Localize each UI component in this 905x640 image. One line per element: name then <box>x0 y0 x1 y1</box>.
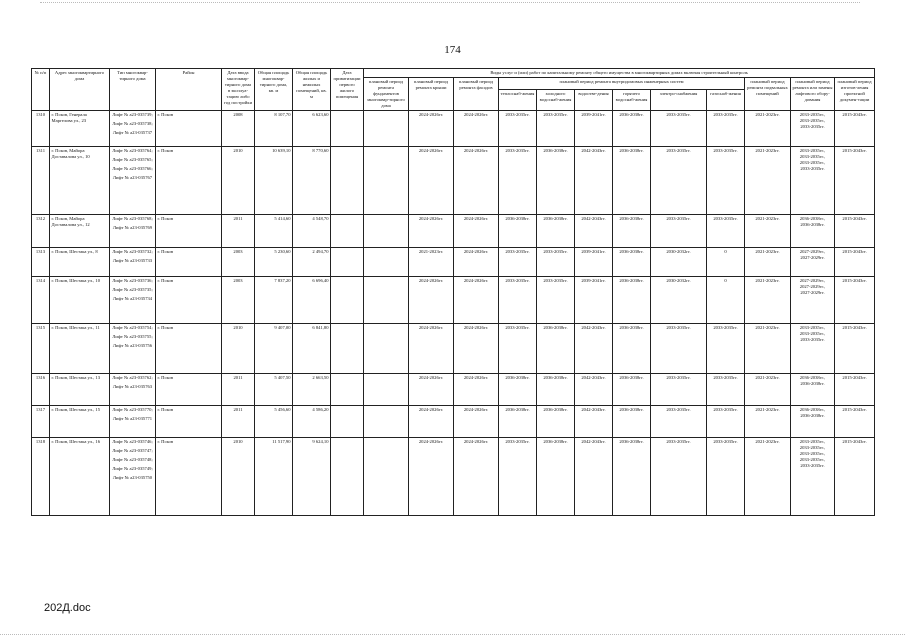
cell-living-area: 4 548,70 <box>293 215 331 248</box>
cell-roof: 2024-2026гг. <box>409 147 454 215</box>
elevator-period: 2033-2035гг. <box>800 124 825 129</box>
elevator-period: 2036-2038гг., <box>799 216 826 221</box>
cell-project: 2015-2043гг. <box>835 147 875 215</box>
cell-roof: 2024-2026гг. <box>409 324 454 374</box>
cell-project: 2015-2043гг. <box>835 215 875 248</box>
elevator-period: 2033-2035гг., <box>799 325 826 330</box>
cell-lifts <box>110 215 156 248</box>
cell-lifts <box>110 277 156 324</box>
cell-num: 1316 <box>32 374 50 406</box>
cell-basement: 2021-2023гг. <box>745 374 791 406</box>
cell-sewer: 2042-2043гг. <box>575 438 613 516</box>
cell-sewer: 2042-2043гг. <box>575 374 613 406</box>
elevator-id: Лифт № а23-035766; <box>112 166 153 171</box>
cell-lifts <box>110 438 156 516</box>
cell-address: г. Псков, Майора Доставалова ул., 10 <box>50 147 110 215</box>
cell-elevator <box>791 111 835 147</box>
cell-basement: 2021-2023гг. <box>745 406 791 438</box>
cell-address: г. Псков, Генерала Маргелова ул., 23 <box>50 111 110 147</box>
elevator-period: 2033-2035гг., <box>799 112 826 117</box>
cell-num: 1317 <box>32 406 50 438</box>
cell-year: 2010 <box>222 438 255 516</box>
elevator-id: Лифт № а23-035748; <box>112 457 153 462</box>
cell-total-area: 5 407,50 <box>255 374 293 406</box>
cell-electric: 2033-2035гг. <box>651 438 707 516</box>
table-row <box>32 438 875 516</box>
cell-basement: 2021-2023гг. <box>745 215 791 248</box>
page-number: 174 <box>444 44 461 56</box>
elevator-period: 2033-2035гг., <box>799 457 826 462</box>
cell-roof: 2024-2026гг. <box>409 215 454 248</box>
cell-year: 2008 <box>222 111 255 147</box>
cell-district: г. Псков <box>156 248 222 277</box>
elevator-period: 2027-2029гг., <box>799 249 826 254</box>
elevator-id: Лифт № а23-035750 <box>112 475 153 480</box>
cell-total-area: 5 230,60 <box>255 248 293 277</box>
cell-hot-water: 2036-2038гг. <box>613 277 651 324</box>
elevator-id: Лифт № а23-035734 <box>112 296 153 301</box>
cell-roof: 2024-2026гг. <box>409 111 454 147</box>
cell-heat: 2036-2038гг. <box>499 406 537 438</box>
elevator-period: 2033-2035гг., <box>799 154 826 159</box>
cell-facade: 2024-2026гг. <box>454 438 499 516</box>
table-row <box>32 147 875 215</box>
cell-roof: 2024-2026гг. <box>409 438 454 516</box>
cell-address: г. Псков, Шестака ул., 8 <box>50 248 110 277</box>
cell-gas: 0 <box>707 277 745 324</box>
cell-cold-water: 2036-2038гг. <box>537 215 575 248</box>
cell-elevator <box>791 248 835 277</box>
cell-foundation <box>364 248 409 277</box>
elevator-period: 2033-2035гг., <box>799 445 826 450</box>
elevator-id: Лифт № а23-035746; <box>112 439 153 444</box>
elevator-id: Лифт № а23-035769 <box>112 225 153 230</box>
elevator-id: Лифт № а23-035768; <box>112 216 153 221</box>
elevator-id: Лифт № а23-035733 <box>112 258 153 263</box>
header-heat: теплоснаб-жения <box>499 90 537 111</box>
header-sewer: водоотве-дения <box>575 90 613 111</box>
elevator-period: 2033-2035гг., <box>799 118 826 123</box>
cell-sewer: 2039-2041гг. <box>575 248 613 277</box>
cell-hot-water: 2036-2038гг. <box>613 248 651 277</box>
elevator-period: 2027-2029гг. <box>800 290 825 295</box>
cell-electric: 2030-2032гг. <box>651 277 707 324</box>
cell-lifts <box>110 111 156 147</box>
cell-district: г. Псков <box>156 324 222 374</box>
cell-gas: 2033-2035гг. <box>707 406 745 438</box>
cell-foundation <box>364 324 409 374</box>
cell-district: г. Псков <box>156 374 222 406</box>
cell-sewer: 2039-2041гг. <box>575 111 613 147</box>
cell-project: 2015-2043гг. <box>835 438 875 516</box>
cell-roof: 2021-2023гг. <box>409 248 454 277</box>
cell-heat: 2036-2038гг. <box>499 374 537 406</box>
cell-total-area: 7 837,20 <box>255 277 293 324</box>
cell-foundation <box>364 147 409 215</box>
cell-sewer: 2042-2043гг. <box>575 147 613 215</box>
cell-cold-water: 2033-2035гг. <box>537 248 575 277</box>
header-works-group: Виды услуг и (или) работ по капитальному ремонту общего имущества в многоквартирных домах включая строительный контроль <box>364 69 875 78</box>
elevator-period: 2036-2038гг. <box>800 381 825 386</box>
cell-gas: 2033-2035гг. <box>707 374 745 406</box>
cell-total-area: 5 456,60 <box>255 406 293 438</box>
cell-basement: 2021-2023гг. <box>745 277 791 324</box>
cell-facade: 2024-2026гг. <box>454 248 499 277</box>
cell-foundation <box>364 406 409 438</box>
cell-elevator <box>791 406 835 438</box>
elevator-period: 2036-2038гг., <box>799 407 826 412</box>
cell-project: 2015-2043гг. <box>835 111 875 147</box>
table-row <box>32 324 875 374</box>
header-elevator: плановый период ремонта или замены лифтового обору-дования <box>791 78 835 111</box>
elevator-id: Лифт № а23-035732; <box>112 249 153 254</box>
cell-heat: 2033-2035гг. <box>499 277 537 324</box>
cell-privatization-date <box>331 324 364 374</box>
table-row <box>32 277 875 324</box>
cell-year: 2003 <box>222 248 255 277</box>
cell-sewer: 2042-2043гг. <box>575 215 613 248</box>
cell-facade: 2024-2026гг. <box>454 324 499 374</box>
cell-cold-water: 2036-2038гг. <box>537 438 575 516</box>
cell-num: 1314 <box>32 277 50 324</box>
cell-foundation <box>364 438 409 516</box>
header-district: Район <box>156 69 222 111</box>
header-address: Адрес многоквартирного дома <box>50 69 110 111</box>
cell-basement: 2021-2023гг. <box>745 438 791 516</box>
cell-facade: 2024-2026гг. <box>454 374 499 406</box>
cell-district: г. Псков <box>156 406 222 438</box>
cell-heat: 2033-2035гг. <box>499 147 537 215</box>
elevator-id: Лифт № а23-035754; <box>112 325 153 330</box>
table-row <box>32 374 875 406</box>
cell-cold-water: 2033-2035гг. <box>537 277 575 324</box>
table-row <box>32 111 875 147</box>
cell-facade: 2024-2026гг. <box>454 215 499 248</box>
cell-elevator <box>791 324 835 374</box>
header-living-area: Общая площадь жилых и нежилых помещений, кв. м <box>293 69 331 111</box>
elevator-id: Лифт № а23-035765; <box>112 157 153 162</box>
cell-foundation <box>364 277 409 324</box>
elevator-id: Лифт № а23-035749; <box>112 466 153 471</box>
cell-heat: 2033-2035гг. <box>499 111 537 147</box>
header-num: № п/п <box>32 69 50 111</box>
header-privatization-date: Дата приватизации первого жилого помещения <box>331 69 364 111</box>
cell-gas: 2033-2035гг. <box>707 438 745 516</box>
cell-lifts <box>110 324 156 374</box>
cell-address: г. Псков, Майора Доставалова ул., 12 <box>50 215 110 248</box>
cell-total-area: 8 107,70 <box>255 111 293 147</box>
elevator-period: 2027-2029гг. <box>800 255 825 260</box>
elevator-id: Лифт № а23-035756 <box>112 343 153 348</box>
elevator-period: 2033-2035гг. <box>800 463 825 468</box>
cell-living-area: 4 586,20 <box>293 406 331 438</box>
elevator-period: 2033-2035гг., <box>799 331 826 336</box>
cell-privatization-date <box>331 406 364 438</box>
cell-elevator <box>791 374 835 406</box>
cell-electric: 2033-2035гг. <box>651 324 707 374</box>
elevator-period: 2033-2035гг., <box>799 160 826 165</box>
cell-electric: 2033-2035гг. <box>651 111 707 147</box>
capital-repair-table <box>31 68 875 516</box>
cell-gas: 0 <box>707 248 745 277</box>
cell-project: 2015-2043гг. <box>835 248 875 277</box>
cell-sewer: 2042-2043гг. <box>575 406 613 438</box>
cell-basement: 2021-2023гг. <box>745 248 791 277</box>
table-row <box>32 406 875 438</box>
header-type: Тип многоквар-тирного дома <box>110 69 156 111</box>
bottom-scan-line <box>0 634 905 635</box>
cell-electric: 2033-2035гг. <box>651 406 707 438</box>
cell-year: 2011 <box>222 215 255 248</box>
cell-cold-water: 2036-2038гг. <box>537 147 575 215</box>
elevator-id: Лифт № а23-035764; <box>112 148 153 153</box>
header-gas: газоснаб-жения <box>707 90 745 111</box>
cell-basement: 2021-2023гг. <box>745 324 791 374</box>
cell-basement: 2021-2023гг. <box>745 147 791 215</box>
cell-total-area: 9 407,00 <box>255 324 293 374</box>
cell-total-area: 5 414,60 <box>255 215 293 248</box>
elevator-period: 2033-2035гг., <box>799 439 826 444</box>
cell-privatization-date <box>331 374 364 406</box>
cell-heat: 2036-2038гг. <box>499 215 537 248</box>
elevator-period: 2027-2029гг., <box>799 278 826 283</box>
cell-elevator <box>791 215 835 248</box>
cell-hot-water: 2036-2038гг. <box>613 215 651 248</box>
header-hot-water: горячего водоснаб-жения <box>613 90 651 111</box>
cell-address: г. Псков, Шестака ул., 16 <box>50 438 110 516</box>
elevator-id: Лифт № а23-035735; <box>112 287 153 292</box>
cell-num: 1315 <box>32 324 50 374</box>
elevator-id: Лифт № а23-035770; <box>112 407 153 412</box>
cell-living-area: 6 696,40 <box>293 277 331 324</box>
cell-project: 2015-2043гг. <box>835 324 875 374</box>
cell-total-area: 11 517,90 <box>255 438 293 516</box>
cell-living-area: 9 624,10 <box>293 438 331 516</box>
cell-cold-water: 2036-2038гг. <box>537 324 575 374</box>
elevator-period: 2027-2029гг., <box>799 284 826 289</box>
cell-hot-water: 2036-2038гг. <box>613 374 651 406</box>
cell-hot-water: 2036-2038гг. <box>613 406 651 438</box>
header-basement: плановый период ремонта подвальных помещений <box>745 78 791 111</box>
elevator-period: 2033-2035гг., <box>799 148 826 153</box>
cell-sewer: 2039-2041гг. <box>575 277 613 324</box>
elevator-period: 2036-2038гг. <box>800 413 825 418</box>
elevator-period: 2036-2038гг. <box>800 222 825 227</box>
elevator-id: Лифт № а23-035763 <box>112 384 153 389</box>
cell-lifts <box>110 248 156 277</box>
header-systems-group: плановый период ремонта внутридомовых инженерных систем <box>499 78 745 90</box>
cell-electric: 2033-2035гг. <box>651 215 707 248</box>
cell-living-area: 2 663,50 <box>293 374 331 406</box>
elevator-period: 2033-2035гг., <box>799 451 826 456</box>
cell-district: г. Псков <box>156 438 222 516</box>
cell-num: 1310 <box>32 111 50 147</box>
cell-year: 2011 <box>222 374 255 406</box>
cell-privatization-date <box>331 147 364 215</box>
cell-electric: 2033-2035гг. <box>651 374 707 406</box>
elevator-period: 2033-2035гг. <box>800 337 825 342</box>
cell-year: 2010 <box>222 147 255 215</box>
cell-year: 2011 <box>222 406 255 438</box>
header-facade: плановый период ремонта фасадов <box>454 78 499 111</box>
cell-privatization-date <box>331 215 364 248</box>
elevator-id: Лифт № а23-035762; <box>112 375 153 380</box>
elevator-id: Лифт № а23-035747; <box>112 448 153 453</box>
elevator-id: Лифт № а23-035738; <box>112 121 153 126</box>
elevator-id: Лифт № а23-035755; <box>112 334 153 339</box>
cell-district: г. Псков <box>156 147 222 215</box>
cell-num: 1311 <box>32 147 50 215</box>
cell-hot-water: 2036-2038гг. <box>613 111 651 147</box>
cell-heat: 2033-2035гг. <box>499 438 537 516</box>
cell-gas: 2033-2035гг. <box>707 215 745 248</box>
cell-cold-water: 2036-2038гг. <box>537 406 575 438</box>
cell-address: г. Псков, Шестака ул., 10 <box>50 277 110 324</box>
cell-facade: 2024-2026гг. <box>454 111 499 147</box>
table-row <box>32 248 875 277</box>
cell-hot-water: 2036-2038гг. <box>613 438 651 516</box>
elevator-id: Лифт № а23-035737 <box>112 130 153 135</box>
elevator-id: Лифт № а23-035771 <box>112 416 153 421</box>
cell-num: 1318 <box>32 438 50 516</box>
cell-year: 2010 <box>222 324 255 374</box>
cell-privatization-date <box>331 111 364 147</box>
cell-year: 2003 <box>222 277 255 324</box>
cell-basement: 2021-2023гг. <box>745 111 791 147</box>
cell-lifts <box>110 374 156 406</box>
cell-total-area: 10 639,10 <box>255 147 293 215</box>
cell-living-area: 6 623,60 <box>293 111 331 147</box>
table-row <box>32 215 875 248</box>
cell-address: г. Псков, Шестака ул., 15 <box>50 406 110 438</box>
cell-privatization-date <box>331 438 364 516</box>
header-project: плановый период изготов-ления проектной докумен-тации <box>835 78 875 111</box>
cell-hot-water: 2036-2038гг. <box>613 147 651 215</box>
cell-facade: 2024-2026гг. <box>454 147 499 215</box>
cell-gas: 2033-2035гг. <box>707 111 745 147</box>
cell-roof: 2024-2026гг. <box>409 406 454 438</box>
header-year: Дата ввода многоквар-тирного дома в эксплуа-тацию либо год постройки <box>222 69 255 111</box>
cell-district: г. Псков <box>156 277 222 324</box>
cell-address: г. Псков, Шестака ул., 13 <box>50 374 110 406</box>
top-scan-line <box>40 2 860 3</box>
cell-gas: 2033-2035гг. <box>707 147 745 215</box>
cell-foundation <box>364 374 409 406</box>
elevator-period: 2036-2038гг., <box>799 375 826 380</box>
cell-facade: 2024-2026гг. <box>454 277 499 324</box>
cell-living-area: 6 841,80 <box>293 324 331 374</box>
cell-privatization-date <box>331 248 364 277</box>
cell-hot-water: 2036-2038гг. <box>613 324 651 374</box>
cell-roof: 2024-2026гг. <box>409 277 454 324</box>
header-total-area: Общая площадь многоквар-тирного дома, кв. м <box>255 69 293 111</box>
header-cold-water: холодного водоснаб-жения <box>537 90 575 111</box>
cell-num: 1313 <box>32 248 50 277</box>
elevator-id: Лифт № а23-035736; <box>112 278 153 283</box>
cell-living-area: 8 770,60 <box>293 147 331 215</box>
header-roof: плановый период ремонта крыши <box>409 78 454 111</box>
cell-sewer: 2042-2043гг. <box>575 324 613 374</box>
cell-heat: 2033-2035гг. <box>499 248 537 277</box>
cell-heat: 2033-2035гг. <box>499 324 537 374</box>
cell-elevator <box>791 147 835 215</box>
cell-project: 2015-2043гг. <box>835 374 875 406</box>
cell-electric: 2030-2032гг. <box>651 248 707 277</box>
cell-elevator <box>791 438 835 516</box>
elevator-period: 2033-2035гг. <box>800 166 825 171</box>
cell-project: 2015-2043гг. <box>835 277 875 324</box>
cell-privatization-date <box>331 277 364 324</box>
cell-num: 1312 <box>32 215 50 248</box>
header-electric: электро-снабжения <box>651 90 707 111</box>
header-foundation: плановый период ремонта фундаментов многоквар-тирного дома <box>364 78 409 111</box>
cell-facade: 2024-2026гг. <box>454 406 499 438</box>
elevator-id: Лифт № а23-035739; <box>112 112 153 117</box>
elevator-id: Лифт № а23-035767 <box>112 175 153 180</box>
cell-living-area: 2 494,70 <box>293 248 331 277</box>
cell-elevator <box>791 277 835 324</box>
cell-gas: 2033-2035гг. <box>707 324 745 374</box>
footer-filename: 202Д.doc <box>44 602 91 614</box>
cell-lifts <box>110 147 156 215</box>
cell-project: 2015-2043гг. <box>835 406 875 438</box>
cell-cold-water: 2036-2038гг. <box>537 374 575 406</box>
cell-lifts <box>110 406 156 438</box>
cell-foundation <box>364 111 409 147</box>
cell-cold-water: 2033-2035гг. <box>537 111 575 147</box>
cell-district: г. Псков <box>156 111 222 147</box>
cell-roof: 2024-2026гг. <box>409 374 454 406</box>
cell-district: г. Псков <box>156 215 222 248</box>
cell-address: г. Псков, Шестака ул., 11 <box>50 324 110 374</box>
cell-electric: 2033-2035гг. <box>651 147 707 215</box>
cell-foundation <box>364 215 409 248</box>
